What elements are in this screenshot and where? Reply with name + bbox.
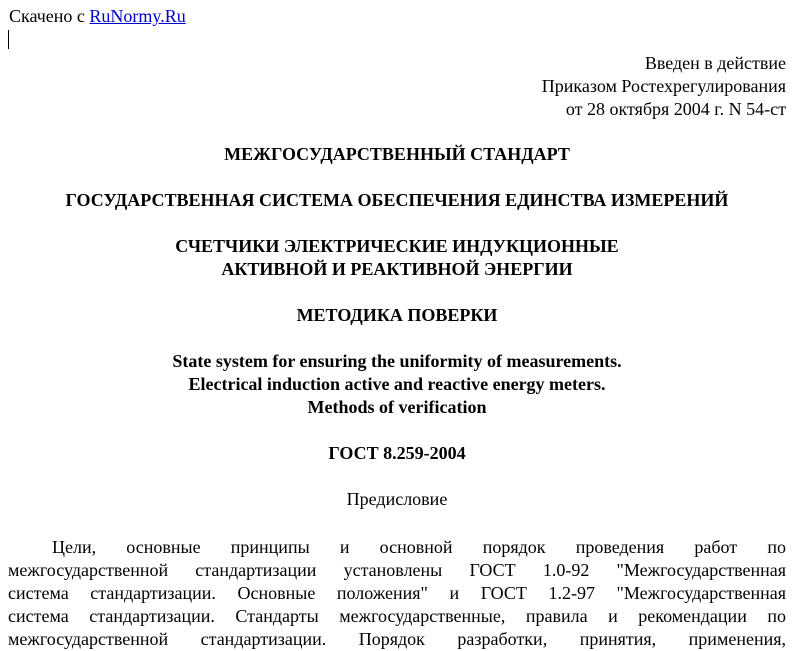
interstate-standard-heading: МЕЖГОСУДАРСТВЕННЫЙ СТАНДАРТ [224, 144, 570, 164]
system-heading: ГОСУДАРСТВЕННАЯ СИСТЕМА ОБЕСПЕЧЕНИЯ ЕДИНСТВА ИЗМЕРЕНИЙ [65, 190, 729, 210]
subject-heading-line-1: СЧЕТЧИКИ ЭЛЕКТРИЧЕСКИЕ ИНДУКЦИОННЫЕ [175, 236, 619, 256]
paragraph-line: Цели, основные принципы и основной порядок проведения работ по [52, 537, 786, 557]
subject-heading-line-2: АКТИВНОЙ И РЕАКТИВНОЙ ЭНЕРГИИ [221, 259, 573, 279]
text-cursor [8, 30, 9, 49]
source-line [9, 6, 186, 26]
intro-line-3: от 28 октября 2004 г. N 54-ст [565, 99, 786, 119]
english-title-line-2: Electrical induction active and reactive energy meters. [188, 374, 606, 394]
paragraph-line: система стандартизации. Стандарты межгосударственные, правила и рекомендации по [8, 606, 786, 626]
introduction-block [542, 52, 786, 121]
foreword-heading: Предисловие [346, 489, 448, 509]
method-heading: МЕТОДИКА ПОВЕРКИ [296, 305, 498, 325]
paragraph-line: межгосударственной стандартизации установлены ГОСТ 1.0-92 "Межгосударственная [8, 560, 786, 580]
foreword-paragraph [8, 536, 786, 651]
standard-designation: ГОСТ 8.259-2004 [328, 443, 466, 463]
english-title-line-3: Methods of verification [307, 397, 487, 417]
intro-line-2: Приказом Ростехрегулирования [541, 76, 786, 96]
source-prefix: Скачено с [9, 6, 85, 26]
paragraph-line: межгосударственной стандартизации. Порядок разработки, принятия, применения, [8, 629, 786, 649]
intro-line-1: Введен в действие [644, 53, 786, 73]
english-title-line-1: State system for ensuring the uniformity of measurements. [172, 351, 622, 371]
source-link[interactable]: RuNormy.Ru [89, 6, 186, 26]
paragraph-line: система стандартизации. Основные положения" и ГОСТ 1.2-97 "Межгосударственная [8, 583, 786, 603]
